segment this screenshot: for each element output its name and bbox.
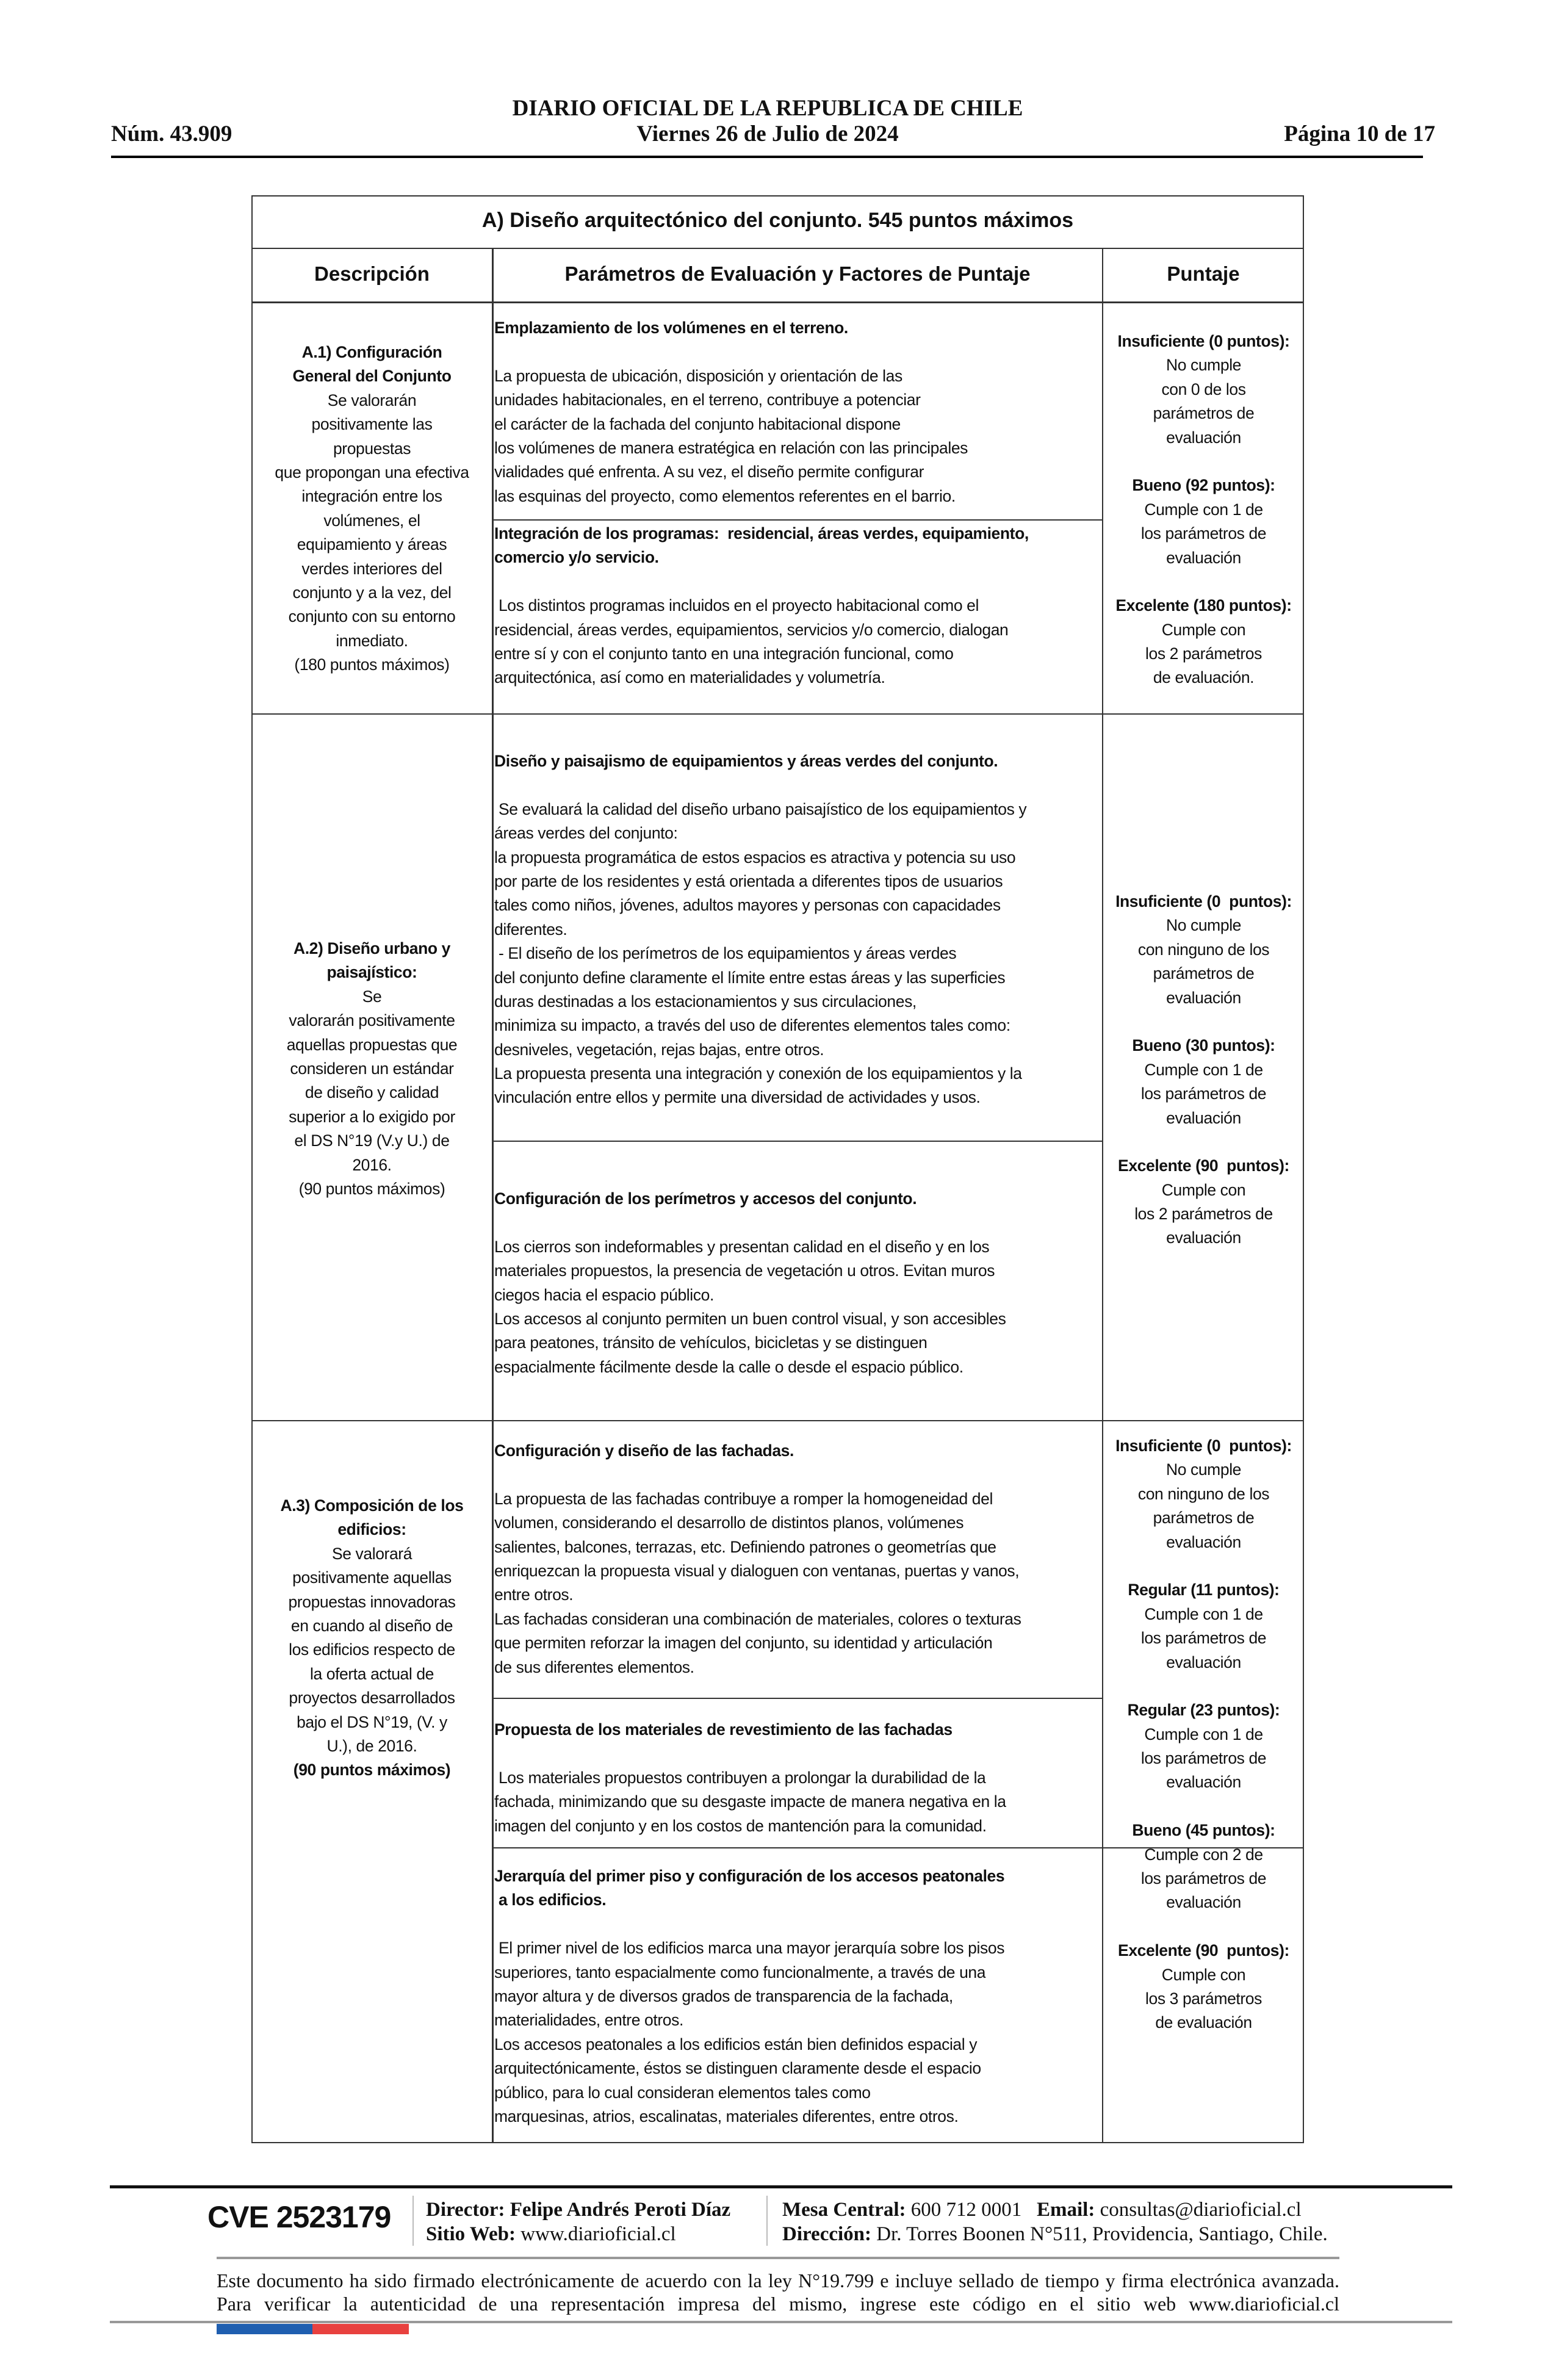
text-line: Cumple con 2 de — [1144, 1845, 1263, 1864]
cve-code: CVE 2523179 — [207, 2200, 391, 2234]
text-line: (90 puntos máximos) — [293, 1761, 451, 1780]
text-line: entre otros. — [494, 1585, 574, 1604]
text-line: conjunto y a la vez, del — [292, 583, 452, 602]
text-line: marquesinas, atrios, escalinatas, materiales diferentes, entre otros. — [494, 2107, 959, 2126]
text-line: minimiza su impacto, a través del uso de diferentes elementos tales como: — [494, 1016, 1010, 1035]
description-cell — [251, 937, 492, 1201]
text-line: propuestas innovadoras — [288, 1592, 456, 1611]
text-line: inmediato. — [336, 631, 408, 650]
text-line: Bueno (92 puntos): — [1132, 476, 1275, 495]
text-line: con ninguno de los — [1137, 940, 1270, 959]
text-line: Cumple con 1 de — [1144, 1725, 1263, 1744]
score-cell — [1103, 330, 1304, 690]
text-line: imagen del conjunto y en los costos de mantención para la comunidad. — [494, 1816, 987, 1835]
text-line: de sus diferentes elementos. — [494, 1657, 694, 1676]
text-line: Regular (23 puntos): — [1127, 1701, 1280, 1720]
text-line: Cumple con — [1161, 1965, 1246, 1984]
text-line: (90 puntos máximos) — [298, 1179, 445, 1198]
phone-label: Mesa Central: — [782, 2199, 906, 2221]
text-line: que permiten reforzar la imagen del conjunto, su identidad y articulación — [494, 1634, 993, 1653]
text-line: Integración de los programas: residencial, áreas verdes, equipamiento, — [494, 524, 1029, 543]
text-line: Propuesta de los materiales de revestimiento de las fachadas — [494, 1720, 953, 1739]
text-line: A.2) Diseño urbano y — [293, 939, 451, 957]
text-line: 2016. — [352, 1155, 392, 1174]
text-line: A.3) Composición de los — [280, 1496, 464, 1515]
column-header-parameters: Parámetros de Evaluación y Factores de Puntaje — [564, 262, 1031, 285]
text-line: en cuando al diseño de — [290, 1616, 453, 1635]
text-line: con ninguno de los — [1137, 1484, 1270, 1503]
text-line: evaluación — [1166, 1893, 1241, 1912]
text-line: arquitectónica, así como en materialidades y volumetría. — [494, 668, 885, 687]
parameter-block — [494, 1439, 1103, 1679]
text-line — [494, 1463, 1103, 1487]
column-header-description: Descripción — [314, 262, 430, 285]
text-line — [1103, 450, 1304, 474]
publication-date: Viernes 26 de Julio de 2024 — [636, 121, 899, 146]
text-line: conjunto con su entorno — [288, 607, 456, 626]
text-line: Insuficiente (0 puntos): — [1115, 892, 1292, 911]
text-line: positivamente aquellas — [292, 1568, 452, 1587]
description-cell — [251, 341, 492, 677]
text-line: vinculación entre ellos y permite una diversidad de actividades y usos. — [494, 1088, 981, 1107]
text-line: evaluación — [1166, 1773, 1241, 1792]
text-line: arquitectónicamente, éstos se distinguen claramente desde el espacio — [494, 2059, 981, 2078]
text-line: los parámetros de — [1140, 1084, 1267, 1103]
text-line: salientes, balcones, terrazas, etc. Definiendo patrones o geometrías que — [494, 1537, 996, 1556]
row-divider — [251, 301, 1304, 303]
parameter-block — [494, 522, 1103, 690]
text-line — [1103, 1554, 1304, 1578]
description-cell — [251, 1494, 492, 1783]
text-line — [494, 1211, 1103, 1235]
text-line: público, para lo cual consideran elementos tales como — [494, 2083, 871, 2102]
text-line: propuestas — [333, 439, 411, 458]
text-line: integración entre los — [301, 487, 442, 506]
text-line: de evaluación — [1155, 2013, 1252, 2032]
text-line: La propuesta de las fachadas contribuye a romper la homogeneidad del — [494, 1489, 993, 1508]
text-line: los 2 parámetros de — [1134, 1205, 1273, 1224]
text-line: Los accesos peatonales a los edificios están bien definidos espacial y — [494, 2035, 978, 2054]
text-line: No cumple — [1165, 1460, 1242, 1479]
text-line: para peatones, tránsito de vehículos, bicicletas y se distinguen — [494, 1333, 927, 1352]
text-line: El primer nivel de los edificios marca una mayor jerarquía sobre los pisos — [494, 1939, 1005, 1958]
text-line: comercio y/o servicio. — [494, 548, 659, 567]
address-line — [782, 2223, 1328, 2246]
text-line: General del Conjunto — [292, 367, 452, 386]
text-line: los parámetros de — [1140, 524, 1267, 543]
text-line: de evaluación. — [1153, 668, 1255, 687]
text-line: Insuficiente (0 puntos): — [1115, 1437, 1292, 1455]
text-line: Se evaluará la calidad del diseño urbano paisajístico de los equipamientos y — [494, 799, 1027, 818]
website-link[interactable]: www.diarioficial.cl — [520, 2223, 676, 2245]
text-line: Se — [362, 987, 382, 1006]
text-line: Se valorará — [331, 1544, 412, 1563]
text-line: Cumple con — [1161, 1180, 1246, 1199]
text-line: los edificios respecto de — [289, 1640, 455, 1659]
text-line: del conjunto define claramente el límite entre estas áreas y las superficies — [494, 968, 1006, 987]
text-line: las esquinas del proyecto, como elementos referentes en el barrio. — [494, 486, 956, 505]
text-line: volumen, considerando el desarrollo de distintos planos, volúmenes — [494, 1513, 964, 1532]
text-line: proyectos desarrollados — [289, 1689, 455, 1707]
row-divider — [251, 713, 1304, 715]
text-line: los volúmenes de manera estratégica en relación con las principales — [494, 438, 968, 457]
text-line: desniveles, vegetación, rejas bajas, entre otros. — [494, 1040, 824, 1059]
text-line: áreas verdes del conjunto: — [494, 824, 678, 843]
text-line: evaluación — [1166, 1653, 1241, 1671]
issue-number: Núm. 43.909 — [111, 121, 232, 146]
footer-divider — [110, 2185, 1452, 2188]
text-line: La propuesta presenta una integración y conexión de los equipamientos y la — [494, 1064, 1022, 1083]
text-line — [494, 1913, 1103, 1936]
text-line: el DS N°19 (V.y U.) de — [294, 1131, 450, 1150]
text-line: edificios: — [337, 1520, 406, 1539]
text-line: Cumple con 1 de — [1144, 500, 1263, 519]
text-line: ciegos hacia el espacio público. — [494, 1285, 714, 1304]
text-line: los parámetros de — [1140, 1749, 1267, 1768]
column-header-score: Puntaje — [1167, 262, 1240, 285]
text-line: Configuración de los perímetros y accesos del conjunto. — [494, 1189, 917, 1208]
text-line: superiores, tanto espacialmente como funcionalmente, a través de una — [494, 1963, 986, 1982]
text-line: espacialmente fácilmente desde la calle o desde el espacio público. — [494, 1357, 963, 1376]
text-line: Se valorarán — [327, 391, 417, 409]
text-line — [494, 1742, 1103, 1765]
footer-divider — [110, 2321, 1452, 2323]
row-divider — [251, 1420, 1304, 1421]
text-line — [1103, 570, 1304, 594]
text-line: parámetros de — [1153, 1509, 1255, 1527]
text-line: evaluación — [1166, 548, 1241, 567]
text-line: - El diseño de los perímetros de los equipamientos y áreas verdes — [494, 944, 957, 963]
text-line: Los cierros son indeformables y presentan calidad en el diseño y en los — [494, 1237, 990, 1256]
text-line: Cumple con — [1161, 620, 1246, 639]
text-line: Insuficiente (0 puntos): — [1117, 332, 1290, 350]
footer-separator — [412, 2196, 414, 2246]
cell-divider — [492, 519, 1103, 521]
text-line: los parámetros de — [1140, 1869, 1267, 1888]
address: Dr. Torres Boonen N°511, Providencia, Santiago, Chile. — [876, 2223, 1328, 2245]
text-line: aquellas propuestas que — [286, 1035, 458, 1054]
text-line: evaluación — [1166, 1532, 1241, 1551]
director-line — [426, 2199, 730, 2221]
publication-title: DIARIO OFICIAL DE LA REPUBLICA DE CHILE — [512, 96, 1023, 121]
text-line: evaluación — [1166, 1228, 1241, 1247]
phone-number: 600 712 0001 — [910, 2199, 1022, 2221]
text-line: materialidades, entre otros. — [494, 2011, 683, 2030]
text-line — [494, 773, 1103, 797]
text-line: positivamente las — [311, 415, 433, 434]
email-link[interactable]: consultas@diarioficial.cl — [1100, 2199, 1302, 2221]
score-cell — [1103, 1434, 1304, 2035]
text-line: mayor altura y de diversos grados de transparencia de la fachada, — [494, 1986, 953, 2005]
cell-divider — [492, 1698, 1103, 1699]
text-line: evaluación — [1166, 428, 1241, 447]
text-line — [1103, 1130, 1304, 1154]
text-line: Excelente (90 puntos): — [1118, 1156, 1289, 1175]
text-line: de diseño y calidad — [304, 1083, 439, 1102]
text-line — [1103, 1795, 1304, 1819]
text-line: duras destinadas a los estacionamientos y sus circulaciones, — [494, 992, 917, 1011]
cell-divider — [492, 1141, 1103, 1142]
parameter-block — [494, 316, 1103, 508]
text-line: Configuración y diseño de las fachadas. — [494, 1441, 794, 1460]
text-line: evaluación — [1166, 988, 1241, 1007]
text-line: Cumple con 1 de — [1144, 1060, 1263, 1079]
text-line: No cumple — [1165, 356, 1242, 375]
text-line: Jerarquía del primer piso y configuración de los accesos peatonales — [494, 1867, 1005, 1885]
text-line: entre sí y con el conjunto tanto en una integración funcional, como — [494, 644, 954, 663]
text-line: la oferta actual de — [309, 1664, 434, 1683]
text-line: consideren un estándar — [290, 1059, 454, 1078]
text-line: equipamiento y áreas — [297, 535, 447, 554]
website-line — [426, 2223, 676, 2246]
text-line — [494, 340, 1103, 364]
text-line: parámetros de — [1153, 404, 1255, 423]
text-line: vialidades qué enfrenta. A su vez, el diseño permite configurar — [494, 463, 924, 481]
legal-notice: Este documento ha sido firmado electrónicamente de acuerdo con la ley N°19.799 e incluye sellado de tiempo y firma electrónica avanzada. Para verificar la autenticidad de una representación impresa del mismo, ingrese este código en el sitio web www.diarioficial.cl — [217, 2270, 1339, 2315]
text-line: por parte de los residentes y está orientada a diferentes tipos de usuarios — [494, 871, 1003, 890]
text-line: parámetros de — [1153, 964, 1255, 983]
text-line: Los accesos al conjunto permiten un buen control visual, y son accesibles — [494, 1309, 1006, 1328]
text-line: diferentes. — [494, 920, 567, 939]
footer-divider — [217, 2257, 1339, 2259]
text-line: A.1) Configuración — [301, 343, 442, 361]
text-line: fachada, minimizando que su desgaste impacte de manera negativa en la — [494, 1792, 1006, 1811]
text-line: paisajístico: — [326, 963, 417, 982]
text-line: La propuesta de ubicación, disposición y orientación de las — [494, 366, 902, 385]
row-divider — [251, 248, 1304, 249]
flag-bar-red — [312, 2324, 409, 2334]
flag-bar-blue — [217, 2324, 312, 2334]
text-line: superior a lo exigido por — [289, 1107, 455, 1126]
address-label: Dirección: — [782, 2223, 872, 2245]
text-line: Emplazamiento de los volúmenes en el terreno. — [494, 319, 848, 337]
page-number: Página 10 de 17 — [1284, 121, 1435, 146]
text-line: la propuesta programática de estos espacios es atractiva y potencia su uso — [494, 848, 1016, 867]
text-line: valorarán positivamente — [289, 1011, 455, 1030]
text-line: Excelente (180 puntos): — [1115, 596, 1292, 615]
text-line: a los edificios. — [494, 1891, 607, 1909]
text-line — [1103, 1010, 1304, 1034]
text-line: Excelente (90 puntos): — [1118, 1941, 1289, 1960]
website-label: Sitio Web: — [426, 2223, 516, 2245]
director-name: Felipe Andrés Peroti Díaz — [510, 2199, 731, 2221]
text-line: Bueno (45 puntos): — [1132, 1821, 1275, 1840]
text-line: verdes interiores del — [301, 559, 442, 578]
text-line: (180 puntos máximos) — [294, 655, 450, 674]
text-line: los 2 parámetros — [1145, 644, 1262, 663]
text-line: los parámetros de — [1140, 1629, 1267, 1648]
text-line: que propongan una efectiva — [275, 463, 469, 481]
parameter-block — [494, 1187, 1103, 1379]
text-line: U.), de 2016. — [326, 1736, 417, 1755]
header-divider — [111, 156, 1423, 158]
text-line — [1103, 1915, 1304, 1939]
score-cell — [1103, 890, 1304, 1250]
text-line: los 3 parámetros — [1145, 1989, 1262, 2008]
text-line — [1103, 1675, 1304, 1698]
text-line: residencial, áreas verdes, equipamientos, servicios y/o comercio, dialogan — [494, 620, 1009, 639]
text-line — [494, 570, 1103, 594]
text-line: el carácter de la fachada del conjunto habitacional dispone — [494, 414, 901, 433]
text-line: evaluación — [1166, 1108, 1241, 1127]
text-line: No cumple — [1165, 916, 1242, 935]
text-line: tales como niños, jóvenes, adultos mayores y personas con capacidades — [494, 896, 1001, 915]
director-label: Director: — [426, 2199, 505, 2221]
text-line: volúmenes, el — [323, 511, 420, 530]
text-line: con 0 de los — [1161, 380, 1246, 398]
table-title: A) Diseño arquitectónico del conjunto. 545 puntos máximos — [481, 209, 1074, 232]
text-line: materiales propuestos, la presencia de vegetación u otros. Evitan muros — [494, 1261, 995, 1280]
text-line: enriquezcan la propuesta visual y dialoguen con ventanas, puertas y vanos, — [494, 1561, 1020, 1580]
text-line: Los materiales propuestos contribuyen a prolongar la durabilidad de la — [494, 1768, 986, 1787]
text-line: unidades habitacionales, en el terreno, contribuye a potenciar — [494, 391, 921, 409]
email-label: Email: — [1037, 2199, 1095, 2221]
footer-separator — [766, 2196, 768, 2246]
parameter-block — [494, 1718, 1103, 1838]
text-line: bajo el DS N°19, (V. y — [297, 1712, 447, 1731]
text-line: Cumple con 1 de — [1144, 1604, 1263, 1623]
text-line: Diseño y paisajismo de equipamientos y áreas verdes del conjunto. — [494, 752, 998, 770]
text-line: Bueno (30 puntos): — [1132, 1036, 1275, 1055]
text-line: Las fachadas consideran una combinación de materiales, colores o texturas — [494, 1609, 1021, 1628]
parameter-block — [494, 749, 1103, 1110]
parameter-block — [494, 1864, 1103, 2129]
contact-line — [782, 2199, 1302, 2221]
text-line: Regular (11 puntos): — [1128, 1581, 1280, 1599]
text-line: Los distintos programas incluidos en el proyecto habitacional como el — [494, 596, 979, 615]
